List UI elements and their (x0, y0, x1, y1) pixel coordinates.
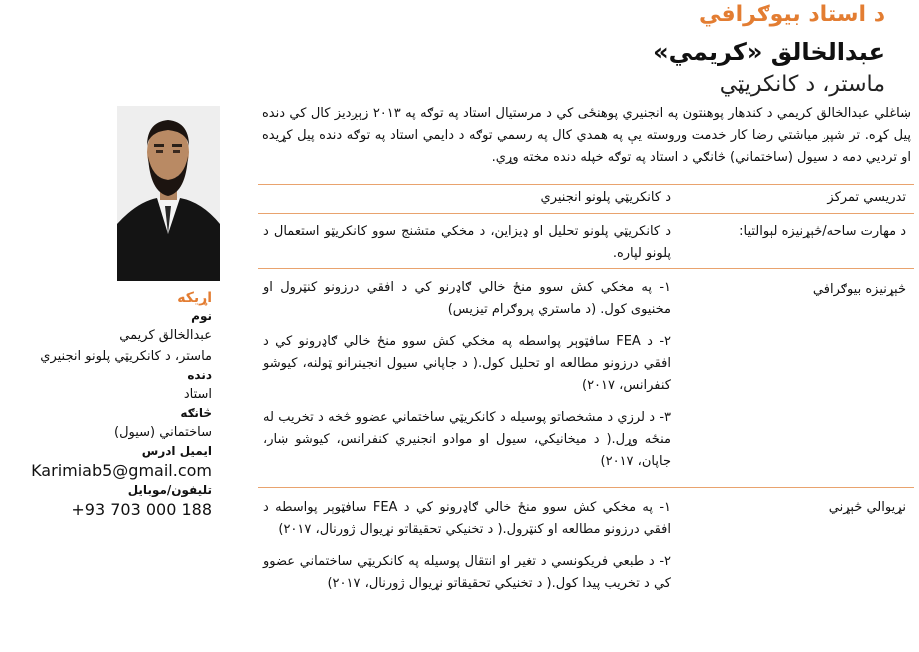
row-value-intl-research (263, 497, 671, 605)
person-photo-icon (117, 106, 220, 281)
profile-photo (117, 106, 220, 281)
row-label-intl-research: نړيوالي څېړني (828, 500, 906, 515)
row-label-expertise: د مهارت ساحه/څېړنيزه لېوالتيا: (739, 224, 906, 239)
row-label-research-bio: څېړنيزه بيوګرافي (812, 282, 906, 297)
department-value: ساختماني (سيول) (114, 425, 212, 440)
role-label: دنده (187, 368, 212, 382)
divider-line (258, 213, 914, 214)
email-value[interactable]: Karimiab5@gmail.com (31, 461, 212, 480)
row-text: ۱- په مخکي کش سوو منځ خالي ګاډرنو کي د افقي درزونو کنټرول او مخنيوی کول. (د ماستري پروګرام تيزيس) (263, 280, 671, 317)
name-value: عبدالخالق کريمي (119, 328, 212, 343)
row-text: ۳- د لرزي د مشخصاتو پوسيله د کانکريټي ساختماني عضوو څخه د تخريب له منځه وړل.( د ميخانيکي، سيول او موادو انجنيري کنفرانس، کيوشو ښار، جاپان، ۲۰۱۷) (263, 410, 671, 469)
role-value: استاد (183, 387, 212, 402)
row-text: د کانکريټي پلونو تحليل او ډيزاين، د مخکي متشنج سوو کانکريټو استعمال د پلونو لپاره. (263, 224, 671, 261)
row-value-research-bio (263, 277, 671, 483)
email-label: ايميل ادرس (141, 444, 212, 458)
department-label: څانګه (180, 406, 212, 420)
name-label: نوم (191, 309, 212, 323)
row-value-teaching-focus (263, 187, 671, 219)
contact-section (6, 288, 212, 521)
degree-value: ماستر، د کانکريټي پلونو انجنيري (40, 349, 212, 364)
phone-value[interactable]: +93 703 000 188 (71, 500, 212, 519)
person-name: عبدالخالق «کريمي» (653, 38, 885, 66)
divider-line (258, 184, 914, 185)
phone-label: تليفون/موبايل (127, 483, 212, 497)
row-text: ۲- د FEA سافټوېر پواسطه په مخکي کش سوو منځ خالي ګاډرونو کي د افقي درزونو مطالعه او تحليل کول.( د جاپاني سيول انجينرانو ټولنه، کيوشو کنفرانس، ۲۰۱۷) (263, 334, 671, 393)
intro-paragraph: ښاغلي عبدالخالق کريمي د کندهار پوهنتون په انجنيري پوهنځی کي د مرستيال استاد په توګه په ۲۰۱۳ زېږديز کال کي دنده پيل کړه. تر شپږ مياشتي رضا کار خدمت وروسته يې په همدي کال په رسمي توګه د دايمي استاد په توګه دنده پيل کړيده او ترديي دمه د سيول (ساختماني) څانګي د استاد په توګه خپله دنده مخته وړي. (262, 106, 911, 165)
divider-line (258, 487, 914, 488)
divider-line (258, 268, 914, 269)
row-text: ۱- په مخکي کش سوو منځ خالي ګاډرونو کي د FEA سافټوېر پواسطه د افقي درزونو مطالعه او کنټرول.( د تخنيکي تحقيقاتو نړيوال ژورنال، ۲۰۱۷) (263, 500, 672, 537)
row-label-teaching-focus: تدريسي تمرکز (827, 190, 906, 205)
row-text: د کانکريټي پلونو انجنيري (540, 190, 671, 205)
row-text: ۲- د طبعي فريکونسي د تغير او انتقال پوسيله په کانکريټي ساختماني عضوو کي د تخريب پيدا کول.( د تخنيکي تحقيقاتو نړيوال ژورنال، ۲۰۱۷) (263, 554, 671, 591)
contact-heading: اړيکه (177, 290, 212, 306)
row-value-expertise (263, 221, 671, 275)
person-title: ماستر، د کانکريټي (719, 72, 885, 97)
section-label: د استاد بيوګرافي (698, 2, 885, 27)
